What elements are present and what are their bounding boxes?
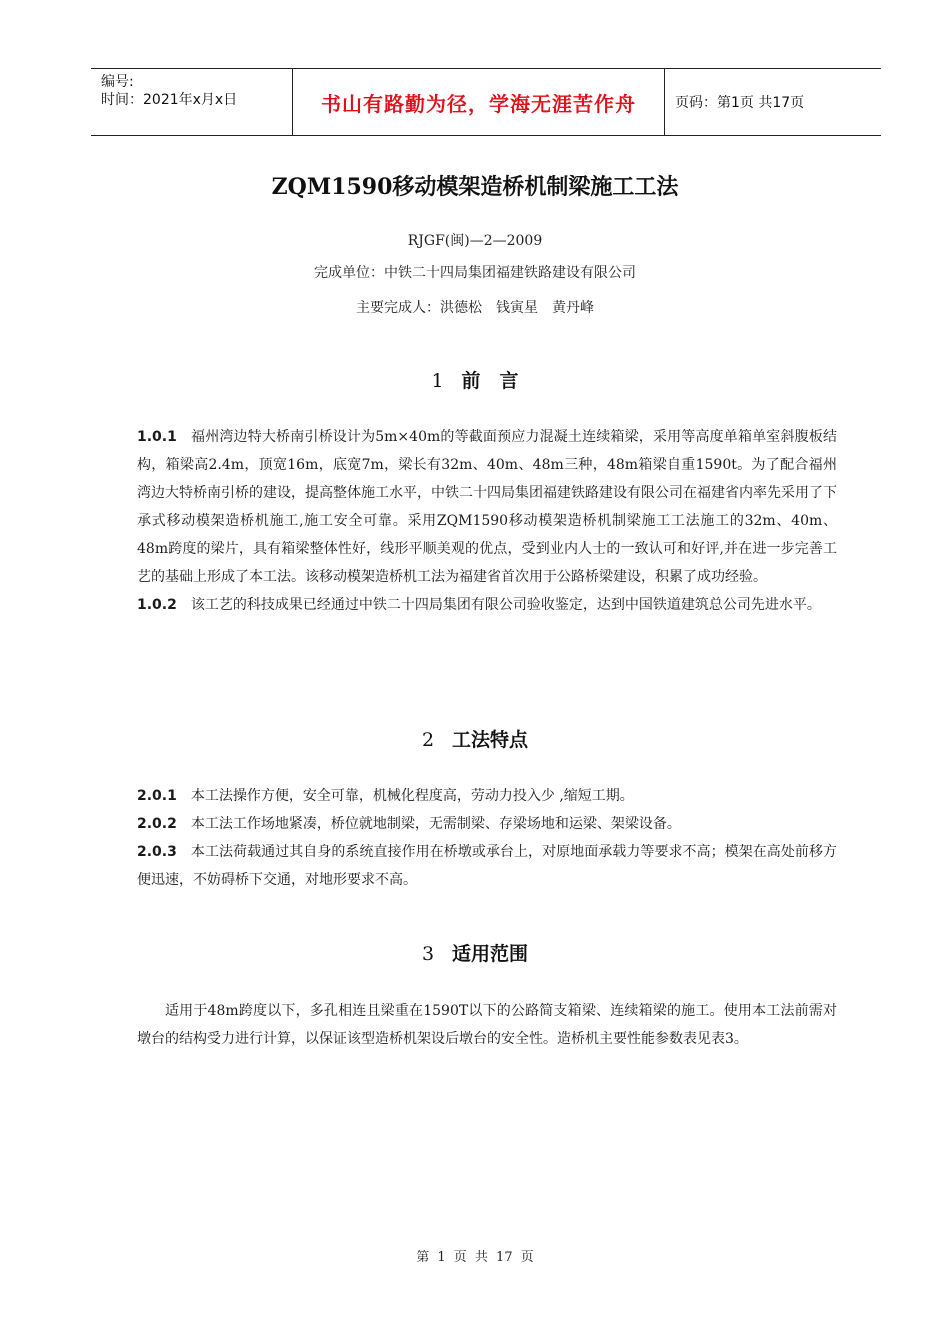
section-heading-1 [0,366,950,393]
header-page-label: 页码：第1页 共17页 [675,95,805,111]
paragraph-number: 2.0.2 [137,816,177,832]
section-body-3 [137,997,837,1053]
header-number-label: 编号: [101,74,134,90]
section-title: 工法特点 [452,729,529,751]
paragraph [137,838,837,894]
section-title: 适用范围 [452,943,529,965]
page-header [91,68,881,136]
section-heading-2 [0,725,950,752]
paragraph [137,423,837,591]
header-motto: 书山有路勤为径，学海无涯苦作舟 [293,69,665,135]
section-number: 1 [431,370,444,392]
section-heading-3 [0,939,950,966]
paragraph-number: 2.0.1 [137,788,177,804]
header-time-label: 时间：2021年x月x日 [101,92,238,108]
section-body-1 [137,423,837,619]
paragraph [137,782,837,810]
paragraph-number: 2.0.3 [137,844,177,860]
paragraph-text: 适用于48m跨度以下，多孔相连且梁重在1590T以下的公路简支箱梁、连续箱梁的施工。使用本工法前需对墩台的结构受力进行计算，以保证该型造桥机架设后墩台的安全性。造桥机主要性能参数表见表3。 [137,1003,837,1047]
page-footer: 第 1 页 共 17 页 [416,1250,534,1265]
document-code: RJGF(闽)—2—2009 [407,233,543,249]
paragraph [137,591,837,619]
paragraph-text: 福州湾边特大桥南引桥设计为5m×40m的等截面预应力混凝土连续箱梁，采用等高度单箱单室斜腹板结构，箱梁高2.4m，顶宽16m，底宽7m，梁长有32m、40m、48m三种，48m箱梁自重1590t。为了配合福州湾边大特桥南引桥的建设，提高整体施工水平，中铁二十四局集团福建铁路建设有限公司在福建省内率先采用了下承式移动模架造桥机施工,施工安全可靠。采用ZQM1590移动模架造桥机制梁施工工法施工的32m、40m、48m跨度的梁片，具有箱梁整体性好，线形平顺美观的优点，受到业内人士的一致认可和好评,并在进一步完善工艺的基础上形成了本工法。该移动模架造桥机工法为福建省首次用于公路桥梁建设，积累了成功经验。 [137,429,837,585]
section-number: 2 [421,729,435,751]
section-body-2 [137,782,837,894]
paragraph-text: 该工艺的科技成果已经通过中铁二十四局集团有限公司验收鉴定，达到中国铁道建筑总公司先进水平。 [190,597,821,613]
paragraph-text: 本工法操作方便，安全可靠，机械化程度高，劳动力投入少 ,缩短工期。 [190,788,634,804]
paragraph [137,810,837,838]
document-title: ZQM1590移动模架造桥机制梁施工工法 [271,174,679,200]
section-number: 3 [421,943,435,965]
paragraph-text: 本工法荷载通过其自身的系统直接作用在桥墩或承台上，对原地面承载力等要求不高；模架在高处前移方便迅速，不妨碍桥下交通，对地形要求不高。 [137,844,837,888]
completion-unit: 完成单位：中铁二十四局集团福建铁路建设有限公司 [314,265,636,281]
paragraph-text: 本工法工作场地紧凑，桥位就地制梁，无需制梁、存梁场地和运梁、架梁设备。 [190,816,681,832]
header-info [91,69,293,135]
paragraph-number: 1.0.2 [137,597,177,613]
main-authors: 主要完成人：洪德松 钱寅星 黄丹峰 [356,300,594,316]
paragraph-number: 1.0.1 [137,429,177,445]
section-title: 前 言 [461,370,519,392]
